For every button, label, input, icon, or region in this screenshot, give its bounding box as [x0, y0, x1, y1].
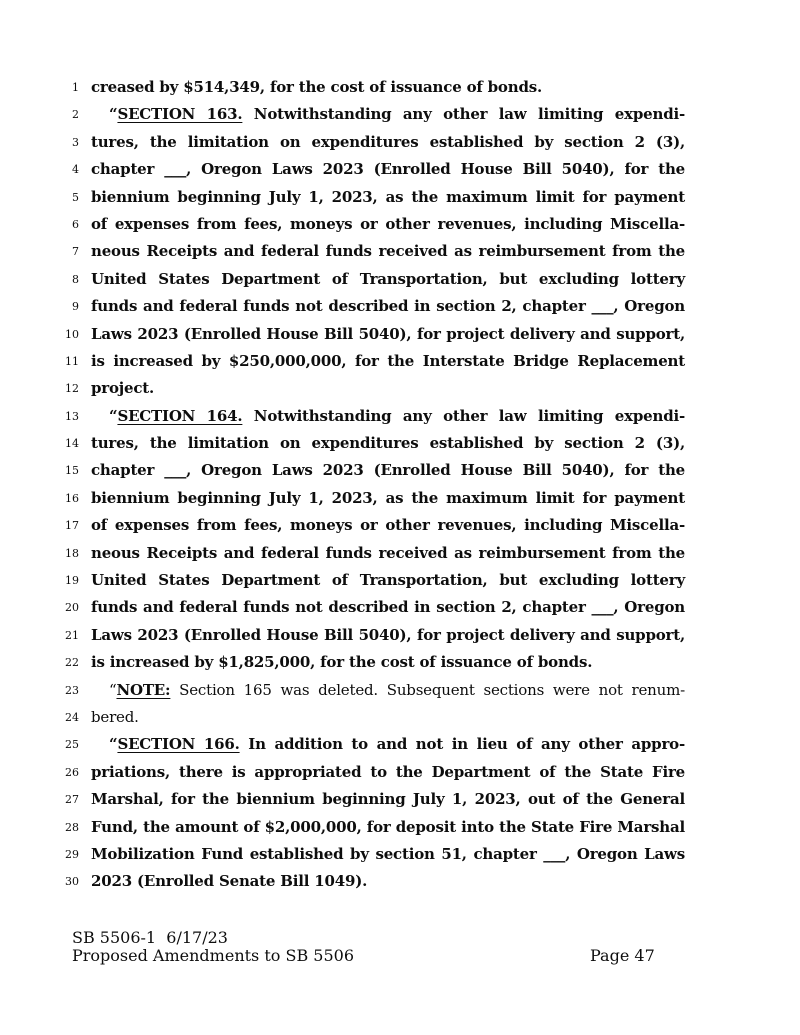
line-text — [91, 430, 685, 457]
line-text — [91, 321, 685, 348]
line-number: 26 — [65, 765, 79, 779]
text-line — [0, 759, 800, 786]
line-text — [91, 375, 685, 402]
text-segment: In addition to and not in lieu of any other appro- — [239, 735, 685, 754]
line-number: 17 — [65, 519, 79, 533]
line-number: 10 — [65, 327, 79, 341]
text-line — [0, 704, 800, 731]
line-number: 12 — [65, 382, 79, 396]
line-number: 27 — [65, 793, 79, 807]
line-number: 5 — [72, 190, 79, 204]
line-text — [91, 622, 685, 649]
text-line — [0, 238, 800, 265]
line-number: 18 — [65, 546, 79, 560]
text-segment: Fund, the amount of $2,000,000, for deposit into the State Fire Marshal — [91, 817, 685, 836]
line-text — [91, 485, 685, 512]
text-segment: project. — [91, 379, 155, 398]
text-segment: “ — [109, 105, 118, 124]
line-text — [91, 841, 685, 868]
text-segment: of expenses from fees, moneys or other revenues, including Miscella- — [91, 516, 685, 535]
line-number: 4 — [72, 163, 79, 177]
footer-page-number: Page 47 — [590, 945, 655, 965]
text-segment: Mobilization Fund established by section 51, chapter ___, Oregon Laws — [91, 844, 685, 863]
line-number: 9 — [72, 300, 79, 314]
line-text — [91, 868, 685, 895]
text-line — [0, 375, 800, 402]
line-text — [91, 238, 685, 265]
line-number: 24 — [65, 710, 79, 724]
text-segment: Notwithstanding any other law limiting expendi- — [242, 406, 686, 425]
line-number: 14 — [65, 437, 79, 451]
text-line — [0, 156, 800, 183]
line-text — [91, 348, 685, 375]
line-text — [91, 704, 685, 731]
line-text — [91, 512, 685, 539]
text-segment: is increased by $1,825,000, for the cost of issuance of bonds. — [91, 653, 593, 672]
line-text — [91, 649, 685, 676]
line-number: 11 — [65, 354, 79, 368]
line-text — [91, 731, 685, 758]
text-segment: biennium beginning July 1, 2023, as the maximum limit for payment — [91, 488, 685, 507]
text-segment: neous Receipts and federal funds received as reimbursement from the — [91, 242, 685, 261]
text-segment: “ — [109, 735, 118, 754]
line-text — [91, 74, 685, 101]
text-segment: funds and federal funds not described in section 2, chapter ___, Oregon — [91, 598, 685, 617]
text-segment: Laws 2023 (Enrolled House Bill 5040), for project delivery and support, — [91, 324, 685, 343]
line-text — [91, 129, 685, 156]
text-segment: of expenses from fees, moneys or other revenues, including Miscella- — [91, 214, 685, 233]
text-line — [0, 814, 800, 841]
text-line — [0, 622, 800, 649]
text-segment: creased by $514,349, for the cost of issuance of bonds. — [91, 78, 542, 96]
line-text — [91, 184, 685, 211]
text-line — [0, 403, 800, 430]
line-number: 8 — [72, 272, 79, 286]
text-segment: biennium beginning July 1, 2023, as the maximum limit for payment — [91, 187, 685, 206]
text-segment: is increased by $250,000,000, for the Interstate Bridge Replacement — [91, 351, 685, 370]
line-text — [91, 759, 685, 786]
document-body — [0, 74, 800, 896]
text-segment: “ — [109, 406, 118, 425]
text-line — [0, 731, 800, 758]
text-segment: United States Department of Transportation, but excluding lottery — [91, 571, 685, 590]
text-segment: neous Receipts and federal funds received as reimbursement from the — [91, 543, 685, 562]
text-line — [0, 321, 800, 348]
text-line — [0, 677, 800, 704]
line-number: 22 — [65, 656, 79, 670]
line-number: 30 — [65, 875, 79, 889]
text-line — [0, 540, 800, 567]
footer-bill-id: SB 5506-1 6/17/23 — [72, 928, 228, 947]
line-text — [91, 403, 685, 430]
line-number: 3 — [72, 135, 79, 149]
text-line — [0, 649, 800, 676]
text-line — [0, 512, 800, 539]
footer-document-title: Proposed Amendments to SB 5506 — [72, 945, 355, 965]
line-number: 1 — [72, 81, 79, 94]
text-line — [0, 430, 800, 457]
text-segment: Marshal, for the biennium beginning July 1, 2023, out of the General — [91, 790, 685, 809]
line-number: 23 — [65, 683, 79, 697]
line-number: 28 — [65, 820, 79, 834]
text-line — [0, 567, 800, 594]
line-text — [91, 677, 685, 704]
line-number: 21 — [65, 628, 79, 642]
text-line — [0, 293, 800, 320]
text-line — [0, 129, 800, 156]
text-line — [0, 101, 800, 128]
text-line — [0, 457, 800, 484]
line-text — [91, 457, 685, 484]
underlined-heading: SECTION 166. — [117, 735, 240, 754]
line-number: 29 — [65, 847, 79, 861]
text-line — [0, 841, 800, 868]
text-line — [0, 594, 800, 621]
underlined-heading: SECTION 163. — [117, 105, 243, 124]
text-segment: priations, there is appropriated to the Department of the State Fire — [91, 762, 685, 781]
text-line — [0, 868, 800, 895]
line-number: 25 — [65, 738, 79, 752]
text-segment: tures, the limitation on expenditures established by section 2 (3), — [91, 434, 685, 453]
line-number: 7 — [72, 245, 79, 259]
line-number: 2 — [72, 108, 79, 122]
text-line — [0, 485, 800, 512]
page-footer — [72, 929, 732, 964]
line-text — [91, 567, 685, 594]
line-number: 13 — [65, 409, 79, 423]
line-text — [91, 156, 685, 183]
text-segment: Laws 2023 (Enrolled House Bill 5040), for project delivery and support, — [91, 625, 685, 644]
line-text — [91, 786, 685, 813]
line-text — [91, 211, 685, 238]
line-text — [91, 293, 685, 320]
text-segment: 2023 (Enrolled Senate Bill 1049). — [91, 872, 368, 891]
text-segment: tures, the limitation on expenditures established by section 2 (3), — [91, 132, 685, 151]
text-line — [0, 266, 800, 293]
text-segment: Section 165 was deleted. Subsequent sections were not renum- — [170, 680, 685, 699]
text-line — [0, 211, 800, 238]
line-text — [91, 266, 685, 293]
text-segment: chapter ___, Oregon Laws 2023 (Enrolled House Bill 5040), for the — [91, 160, 685, 179]
text-segment: United States Department of Transportation, but excluding lottery — [91, 269, 685, 288]
line-text — [91, 540, 685, 567]
line-text — [91, 594, 685, 621]
text-line — [0, 786, 800, 813]
line-number: 20 — [65, 601, 79, 615]
text-line — [0, 74, 800, 101]
line-text — [91, 814, 685, 841]
line-number: 15 — [65, 464, 79, 478]
text-segment: funds and federal funds not described in section 2, chapter ___, Oregon — [91, 297, 685, 316]
text-segment: chapter ___, Oregon Laws 2023 (Enrolled House Bill 5040), for the — [91, 461, 685, 480]
underlined-heading: NOTE: — [116, 680, 171, 699]
line-number: 16 — [65, 491, 79, 505]
line-number: 6 — [72, 217, 79, 231]
text-line — [0, 184, 800, 211]
text-segment: “ — [109, 680, 117, 699]
underlined-heading: SECTION 164. — [117, 406, 243, 425]
text-line — [0, 348, 800, 375]
line-number: 19 — [65, 574, 79, 588]
line-text — [91, 101, 685, 128]
text-segment: bered. — [91, 707, 139, 726]
text-segment: Notwithstanding any other law limiting expendi- — [242, 105, 686, 124]
